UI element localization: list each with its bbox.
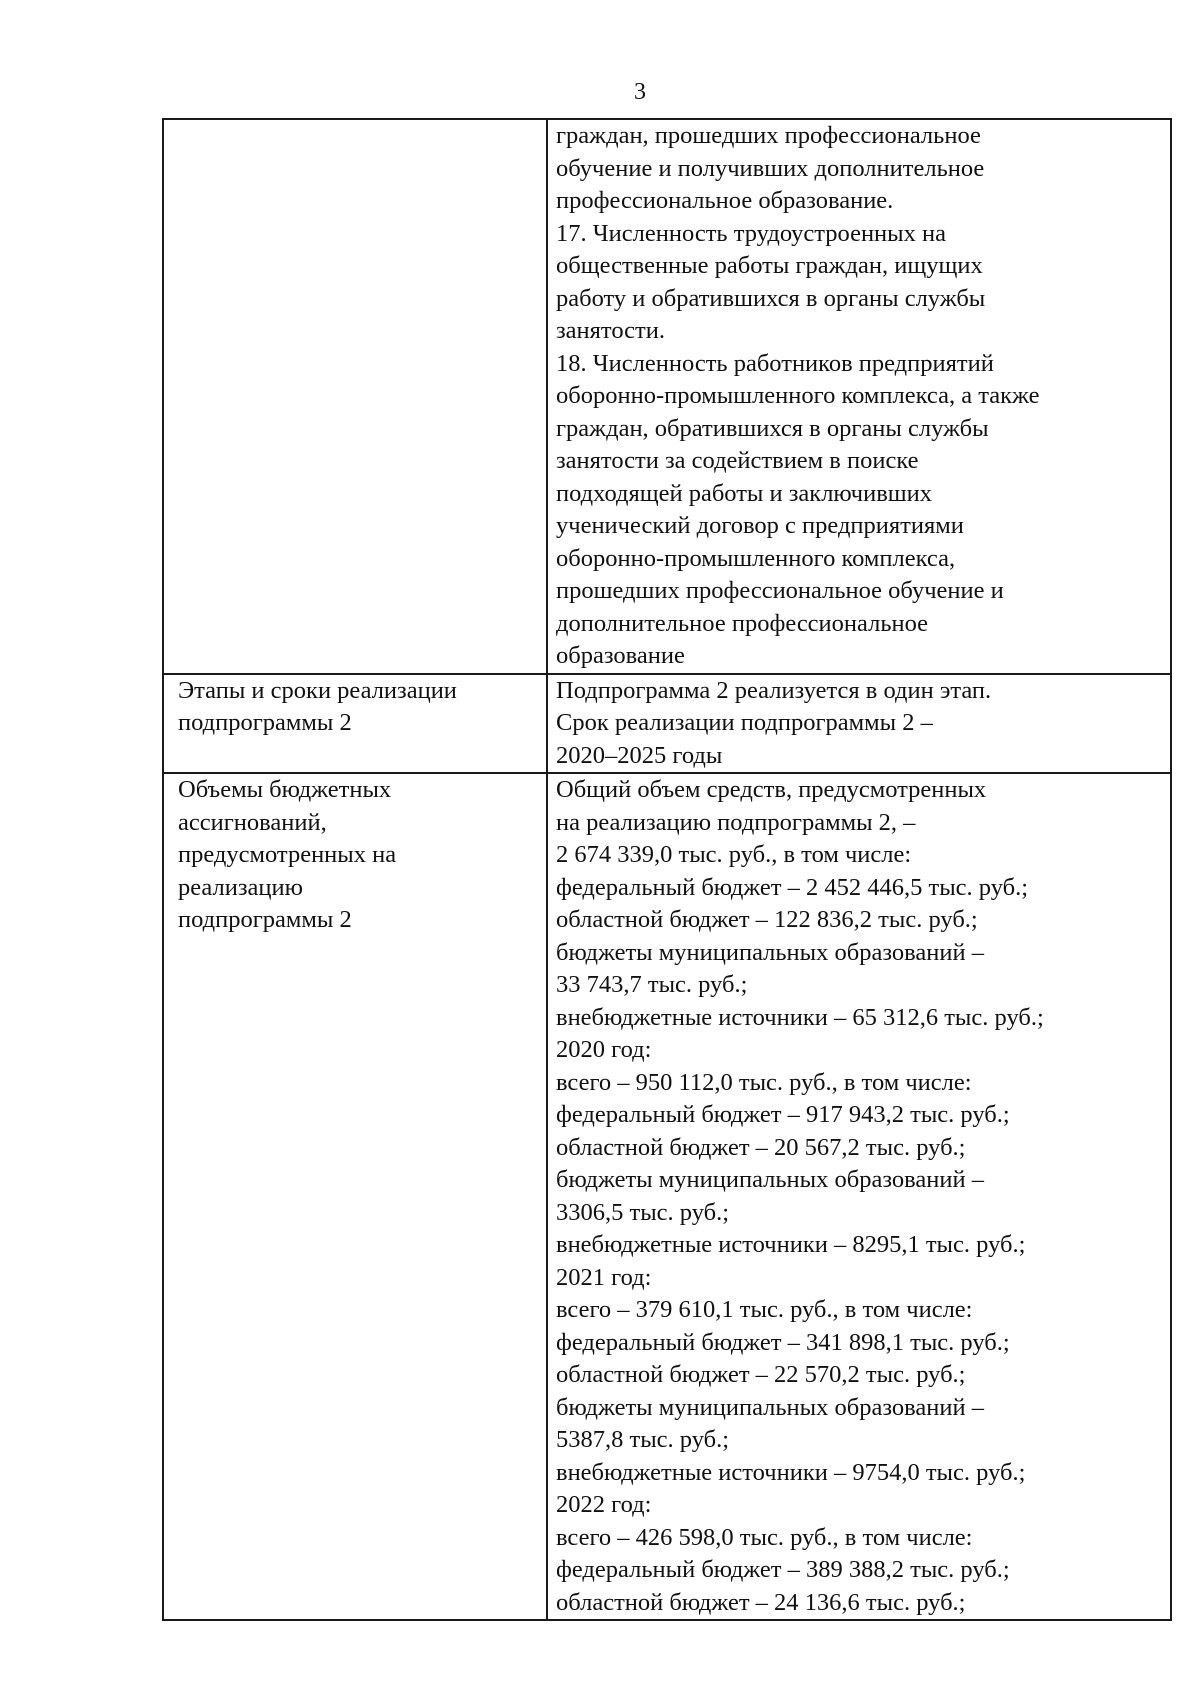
text-line: Общий объем средств, предусмотренных (556, 776, 987, 803)
label-line: ассигнований, (178, 808, 327, 836)
text-line: подходящей работы и заключивших (556, 479, 933, 507)
text-line: граждан, обратившихся в органы службы (556, 414, 989, 442)
text-line: оборонно-промышленного комплекса, (556, 544, 956, 572)
text-line: федеральный бюджет – 2 452 446,5 тыс. руб.; (556, 873, 1029, 901)
text-line: всего – 950 112,0 тыс. руб., в том числе: (556, 1068, 972, 1096)
text-line: областной бюджет – 122 836,2 тыс. руб.; (556, 906, 978, 933)
text-line: внебюджетные источники – 65 312,6 тыс. руб.; (556, 1003, 1044, 1031)
text-line: обучение и получивших дополнительное (556, 154, 985, 182)
text-line: областной бюджет – 22 570,2 тыс. руб.; (556, 1361, 966, 1388)
row-3-label-cell (163, 773, 547, 1620)
text-line: областной бюджет – 20 567,2 тыс. руб.; (556, 1133, 966, 1161)
label-line: предусмотренных на (178, 841, 397, 868)
text-line: федеральный бюджет – 917 943,2 тыс. руб.; (556, 1101, 1010, 1128)
text-line: областной бюджет – 24 136,6 тыс. руб.; (556, 1588, 966, 1616)
text-line: бюджеты муниципальных образований – (556, 1166, 984, 1193)
text-line: профессиональное образование. (556, 187, 894, 214)
text-line: 2020–2025 годы (556, 741, 723, 769)
label-line: Этапы и сроки реализации (178, 676, 457, 704)
row-2-value-cell (547, 674, 1171, 774)
passport-table (162, 118, 1172, 1621)
text-line: Подпрограмма 2 реализуется в один этап. (556, 676, 992, 704)
text-line: бюджеты муниципальных образований – (556, 1393, 984, 1421)
text-line: 33 743,7 тыс. руб.; (556, 971, 748, 998)
text-line: 5387,8 тыс. руб.; (556, 1426, 730, 1453)
text-line: на реализацию подпрограммы 2, – (556, 808, 916, 836)
row-1-label-cell (163, 119, 547, 674)
label-line: Объемы бюджетных (178, 776, 392, 803)
text-line: всего – 379 610,1 тыс. руб., в том числе: (556, 1296, 973, 1323)
text-line: граждан, прошедших профессиональное (556, 122, 981, 149)
text-line: внебюджетные источники – 8295,1 тыс. руб.; (556, 1231, 1026, 1258)
text-line: 17. Численность трудоустроенных на (556, 219, 946, 247)
text-line: дополнительное профессиональное (556, 609, 929, 637)
text-line: 2020 год: (556, 1036, 652, 1063)
text-line: занятости за содействием в поиске (556, 447, 919, 474)
text-line: 2021 год: (556, 1263, 652, 1291)
table-row-stages (163, 674, 1171, 774)
text-line: общественные работы граждан, ищущих (556, 252, 983, 279)
text-line: 2 674 339,0 тыс. руб., в том числе: (556, 841, 912, 868)
page-number: 3 (634, 79, 646, 105)
text-line: Срок реализации подпрограммы 2 – (556, 709, 933, 736)
text-line: внебюджетные источники – 9754,0 тыс. руб.; (556, 1458, 1026, 1486)
text-line: работу и обратившихся в органы службы (556, 284, 986, 312)
text-line: всего – 426 598,0 тыс. руб., в том числе: (556, 1523, 973, 1551)
row-1-value-cell (547, 119, 1171, 674)
text-line: 18. Численность работников предприятий (556, 349, 994, 377)
text-line: бюджеты муниципальных образований – (556, 938, 984, 966)
table-row-budget (163, 773, 1171, 1620)
text-line: ученический договор с предприятиями (556, 512, 964, 539)
row-2-label-cell (163, 674, 547, 774)
text-line: оборонно-промышленного комплекса, а также (556, 382, 1040, 409)
label-line: реализацию (178, 873, 303, 901)
label-line: подпрограммы 2 (178, 906, 352, 933)
text-line: федеральный бюджет – 341 898,1 тыс. руб.; (556, 1328, 1010, 1356)
label-line: подпрограммы 2 (178, 709, 352, 736)
text-line: прошедших профессиональное обучение и (556, 577, 1004, 604)
row-3-value-cell (547, 773, 1171, 1620)
table-row-indicators-continued (163, 119, 1171, 674)
text-line: 3306,5 тыс. руб.; (556, 1198, 730, 1226)
text-line: федеральный бюджет – 389 388,2 тыс. руб.; (556, 1556, 1010, 1583)
text-line: образование (556, 642, 685, 669)
text-line: занятости. (556, 317, 665, 344)
text-line: 2022 год: (556, 1491, 652, 1518)
